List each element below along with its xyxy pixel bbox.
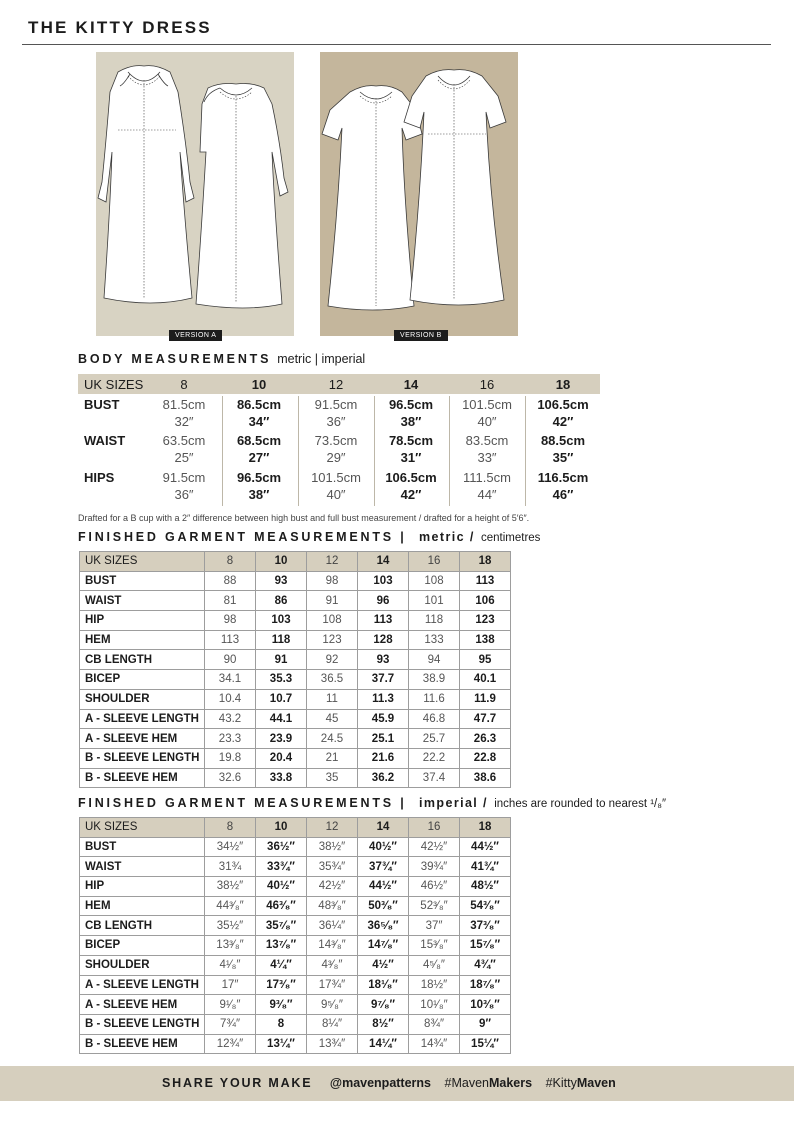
page-title: THE KITTY DRESS <box>28 18 212 37</box>
measurement-value: 44³⁄₈″ <box>205 896 256 916</box>
table-header-row <box>80 552 511 572</box>
body-imperial-value: 31″ <box>400 450 422 465</box>
measurement-value: 35⁷⁄₈″ <box>256 916 307 936</box>
measurement-value: 8½″ <box>358 1014 409 1034</box>
measurement-value: 10.7 <box>256 689 307 709</box>
measurement-value: 22.8 <box>460 748 511 768</box>
table-row <box>80 975 511 995</box>
body-imperial-value: 40″ <box>326 487 346 502</box>
table-row <box>80 748 511 768</box>
measurement-value: 43.2 <box>205 709 256 729</box>
body-row-label: WAIST <box>84 433 126 448</box>
table-row <box>80 1034 511 1054</box>
measurement-value: 113 <box>358 611 409 631</box>
version-a-label: VERSION A <box>169 330 222 341</box>
measurement-value: 123 <box>460 611 511 631</box>
body-imperial-value: 44″ <box>477 487 497 502</box>
table-row <box>80 611 511 631</box>
measurement-value: 86 <box>256 591 307 611</box>
body-imperial-value: 27″ <box>248 450 270 465</box>
size-header-cell: 10 <box>256 552 307 572</box>
measurement-value: 10¹⁄₈″ <box>409 995 460 1015</box>
body-imperial-value: 35″ <box>552 450 574 465</box>
measurement-value: 44.1 <box>256 709 307 729</box>
size-header-cell: 10 <box>256 818 307 838</box>
body-row-label: HIPS <box>84 470 115 485</box>
measurement-value: 36¼″ <box>307 916 358 936</box>
size-header-cell: 14 <box>358 552 409 572</box>
measurement-value: 9⁷⁄₈″ <box>358 995 409 1015</box>
measurement-label: HIP <box>80 877 205 897</box>
body-imperial-value: 46″ <box>552 487 574 502</box>
measurement-value: 96 <box>358 591 409 611</box>
measurement-label: B - SLEEVE HEM <box>80 1034 205 1054</box>
measurement-value: 26.3 <box>460 729 511 749</box>
table-row <box>80 936 511 956</box>
measurement-value: 7¾″ <box>205 1014 256 1034</box>
body-measurements-title: BODY MEASUREMENTS <box>78 352 272 366</box>
measurement-value: 36.2 <box>358 768 409 788</box>
measurement-label: BICEP <box>80 936 205 956</box>
hashtag-kitty-maven-prefix: #Kitty <box>545 1076 577 1090</box>
body-metric-value: 111.5cm <box>463 470 511 485</box>
measurement-value: 123 <box>307 630 358 650</box>
metric-title: FINISHED GARMENT MEASUREMENTS | <box>78 530 407 544</box>
measurement-value: 4¼″ <box>256 955 307 975</box>
measurement-value: 93 <box>256 571 307 591</box>
measurement-value: 106 <box>460 591 511 611</box>
measurement-value: 9⁵⁄₈″ <box>307 995 358 1015</box>
measurement-value: 8¼″ <box>307 1014 358 1034</box>
measurement-value: 36.5 <box>307 670 358 690</box>
measurement-value: 45.9 <box>358 709 409 729</box>
measurement-value: 22.2 <box>409 748 460 768</box>
measurement-value: 25.1 <box>358 729 409 749</box>
body-metric-value: 96.5cm <box>236 470 282 485</box>
measurement-value: 13¼″ <box>256 1034 307 1054</box>
measurement-value: 20.4 <box>256 748 307 768</box>
measurement-value: 42½″ <box>409 837 460 857</box>
metric-heading <box>78 530 540 544</box>
body-metric-value: 101.5cm <box>462 397 512 412</box>
measurement-value: 11 <box>307 689 358 709</box>
measurement-value: 101 <box>409 591 460 611</box>
table-row <box>80 591 511 611</box>
measurement-value: 4½″ <box>358 955 409 975</box>
measurement-value: 33¾″ <box>256 857 307 877</box>
measurement-value: 48³⁄₈″ <box>307 896 358 916</box>
measurement-value: 118 <box>409 611 460 631</box>
body-size-label: UK SIZES <box>84 377 144 392</box>
measurement-value: 11.9 <box>460 689 511 709</box>
measurement-value: 44½″ <box>460 837 511 857</box>
measurement-value: 11.6 <box>409 689 460 709</box>
measurement-value: 4¹⁄₈″ <box>205 955 256 975</box>
body-metric-value: 86.5cm <box>236 397 282 412</box>
measurement-value: 113 <box>460 571 511 591</box>
measurement-value: 13¾″ <box>307 1034 358 1054</box>
body-size-header: 8 <box>180 377 188 392</box>
table-row <box>80 857 511 877</box>
measurement-value: 24.5 <box>307 729 358 749</box>
measurement-value: 9³⁄₈″ <box>256 995 307 1015</box>
measurement-value: 8¾″ <box>409 1014 460 1034</box>
size-header-cell: 14 <box>358 818 409 838</box>
measurement-value: 133 <box>409 630 460 650</box>
imperial-measurements-table <box>79 817 511 1054</box>
measurement-value: 52³⁄₈″ <box>409 896 460 916</box>
measurement-label: WAIST <box>80 591 205 611</box>
measurement-value: 103 <box>358 571 409 591</box>
body-imperial-value: 33″ <box>477 450 497 465</box>
metric-sub-bold: metric / <box>419 530 475 544</box>
imperial-heading <box>78 796 666 810</box>
hashtag-maven-makers-prefix: #Maven <box>444 1076 489 1090</box>
measurement-value: 46½″ <box>409 877 460 897</box>
body-measurements-units: metric | imperial <box>277 352 366 366</box>
measurement-label: SHOULDER <box>80 955 205 975</box>
measurement-value: 81 <box>205 591 256 611</box>
hashtag-kitty-maven[interactable] <box>546 1076 616 1090</box>
body-metric-value: 101.5cm <box>311 470 361 485</box>
measurement-value: 19.8 <box>205 748 256 768</box>
body-imperial-value: 29″ <box>326 450 346 465</box>
body-imperial-value: 38″ <box>248 487 270 502</box>
size-label: UK SIZES <box>80 552 205 572</box>
measurement-value: 12¾″ <box>205 1034 256 1054</box>
measurement-value: 15¼″ <box>460 1034 511 1054</box>
body-metric-value: 63.5cm <box>162 433 206 448</box>
body-imperial-value: 32″ <box>174 414 194 429</box>
measurement-value: 128 <box>358 630 409 650</box>
body-imperial-value: 25″ <box>174 450 194 465</box>
measurement-value: 38.9 <box>409 670 460 690</box>
measurement-value: 50³⁄₈″ <box>358 896 409 916</box>
measurement-label: SHOULDER <box>80 689 205 709</box>
body-metric-value: 78.5cm <box>388 433 434 448</box>
body-size-header: 18 <box>555 377 571 392</box>
measurement-value: 14³⁄₈″ <box>307 936 358 956</box>
measurement-value: 95 <box>460 650 511 670</box>
measurement-value: 23.9 <box>256 729 307 749</box>
body-imperial-value: 42″ <box>400 487 422 502</box>
body-metric-value: 83.5cm <box>465 433 509 448</box>
measurement-value: 41¾″ <box>460 857 511 877</box>
dress-drawing-b-icon <box>320 52 518 336</box>
table-row <box>80 689 511 709</box>
size-header-cell: 8 <box>205 552 256 572</box>
measurement-value: 45 <box>307 709 358 729</box>
measurement-value: 4¾″ <box>460 955 511 975</box>
measurement-label: A - SLEEVE HEM <box>80 995 205 1015</box>
body-metric-value: 106.5cm <box>537 397 589 412</box>
body-metric-value: 91.5cm <box>314 397 358 412</box>
body-size-header: 10 <box>251 377 267 392</box>
table-row <box>80 995 511 1015</box>
table-row <box>80 916 511 936</box>
measurement-value: 17¾″ <box>307 975 358 995</box>
table-row <box>80 896 511 916</box>
measurement-value: 46.8 <box>409 709 460 729</box>
measurement-value: 92 <box>307 650 358 670</box>
measurement-value: 91 <box>256 650 307 670</box>
metric-measurements-table <box>79 551 511 788</box>
measurement-label: BUST <box>80 571 205 591</box>
measurement-value: 93 <box>358 650 409 670</box>
measurement-value: 35½″ <box>205 916 256 936</box>
measurement-value: 108 <box>409 571 460 591</box>
size-header-cell: 8 <box>205 818 256 838</box>
table-row <box>80 1014 511 1034</box>
measurement-value: 37.4 <box>409 768 460 788</box>
measurement-value: 42½″ <box>307 877 358 897</box>
measurement-value: 40½″ <box>256 877 307 897</box>
measurement-value: 17″ <box>205 975 256 995</box>
measurement-value: 15⁷⁄₈″ <box>460 936 511 956</box>
body-metric-value: 81.5cm <box>162 397 206 412</box>
measurement-value: 35.3 <box>256 670 307 690</box>
measurement-value: 9″ <box>460 1014 511 1034</box>
dress-drawing-a-icon <box>96 52 294 336</box>
measurement-value: 10³⁄₈″ <box>460 995 511 1015</box>
measurement-value: 108 <box>307 611 358 631</box>
size-header-cell: 18 <box>460 552 511 572</box>
instagram-handle-link[interactable]: @mavenpatterns <box>329 1076 432 1090</box>
measurement-value: 35 <box>307 768 358 788</box>
measurement-value: 25.7 <box>409 729 460 749</box>
size-header-cell: 12 <box>307 818 358 838</box>
measurement-label: HEM <box>80 630 205 650</box>
measurement-value: 31¾ <box>205 857 256 877</box>
body-metric-value: 96.5cm <box>388 397 434 412</box>
measurement-value: 40½″ <box>358 837 409 857</box>
measurement-value: 18¹⁄₈″ <box>358 975 409 995</box>
measurement-value: 103 <box>256 611 307 631</box>
body-row-label: BUST <box>84 397 120 412</box>
measurement-value: 34.1 <box>205 670 256 690</box>
measurement-value: 13⁷⁄₈″ <box>256 936 307 956</box>
body-imperial-value: 40″ <box>477 414 497 429</box>
measurement-value: 13³⁄₈″ <box>205 936 256 956</box>
size-header-cell: 16 <box>409 552 460 572</box>
measurement-value: 98 <box>205 611 256 631</box>
body-imperial-value: 34″ <box>248 414 270 429</box>
measurement-value: 38½″ <box>205 877 256 897</box>
measurement-value: 88 <box>205 571 256 591</box>
measurement-value: 14⁷⁄₈″ <box>358 936 409 956</box>
measurement-value: 10.4 <box>205 689 256 709</box>
measurement-label: B - SLEEVE LENGTH <box>80 748 205 768</box>
measurement-value: 46³⁄₈″ <box>256 896 307 916</box>
body-metric-value: 88.5cm <box>540 433 586 448</box>
body-imperial-value: 38″ <box>400 414 422 429</box>
hashtag-kitty-maven-suffix: Maven <box>576 1076 616 1090</box>
body-metric-value: 73.5cm <box>314 433 358 448</box>
body-metric-value: 91.5cm <box>162 470 206 485</box>
measurement-label: HIP <box>80 611 205 631</box>
measurement-label: A - SLEEVE LENGTH <box>80 709 205 729</box>
body-imperial-value: 42″ <box>552 414 574 429</box>
measurement-value: 36½″ <box>256 837 307 857</box>
measurement-value: 11.3 <box>358 689 409 709</box>
measurement-value: 40.1 <box>460 670 511 690</box>
measurement-value: 32.6 <box>205 768 256 788</box>
measurement-value: 37″ <box>409 916 460 936</box>
size-header-cell: 16 <box>409 818 460 838</box>
measurement-label: A - SLEEVE LENGTH <box>80 975 205 995</box>
measurement-value: 98 <box>307 571 358 591</box>
measurement-label: HEM <box>80 896 205 916</box>
hashtag-maven-makers-suffix: Makers <box>488 1076 533 1090</box>
measurement-label: WAIST <box>80 857 205 877</box>
table-row <box>80 650 511 670</box>
body-size-header: 16 <box>479 377 495 392</box>
size-header-cell: 18 <box>460 818 511 838</box>
measurement-value: 18⁷⁄₈″ <box>460 975 511 995</box>
measurement-value: 21 <box>307 748 358 768</box>
measurement-label: CB LENGTH <box>80 916 205 936</box>
measurement-value: 37³⁄₈″ <box>460 916 511 936</box>
measurement-value: 18½″ <box>409 975 460 995</box>
measurement-value: 44½″ <box>358 877 409 897</box>
measurement-label: BUST <box>80 837 205 857</box>
table-row <box>80 630 511 650</box>
measurement-value: 15³⁄₈″ <box>409 936 460 956</box>
measurement-value: 113 <box>205 630 256 650</box>
footer-content <box>162 1076 626 1090</box>
measurement-value: 33.8 <box>256 768 307 788</box>
measurement-value: 14¼″ <box>358 1034 409 1054</box>
measurement-value: 48½″ <box>460 877 511 897</box>
body-metric-value: 106.5cm <box>385 470 437 485</box>
hashtag-maven-makers[interactable] <box>445 1076 533 1090</box>
title-divider <box>22 44 771 45</box>
table-row <box>80 955 511 975</box>
measurement-value: 34½″ <box>205 837 256 857</box>
metric-sub-light: centimetres <box>481 532 541 544</box>
body-imperial-value: 36″ <box>326 414 346 429</box>
body-metric-value: 68.5cm <box>236 433 282 448</box>
size-header-cell: 12 <box>307 552 358 572</box>
measurement-value: 21.6 <box>358 748 409 768</box>
measurement-label: B - SLEEVE HEM <box>80 768 205 788</box>
measurement-value: 90 <box>205 650 256 670</box>
measurement-value: 39¾″ <box>409 857 460 877</box>
measurement-value: 14¾″ <box>409 1034 460 1054</box>
body-size-header: 12 <box>328 377 344 392</box>
measurement-label: BICEP <box>80 670 205 690</box>
measurement-value: 54³⁄₈″ <box>460 896 511 916</box>
measurement-value: 38.6 <box>460 768 511 788</box>
share-your-make: SHARE YOUR MAKE <box>162 1076 313 1090</box>
measurement-value: 8 <box>256 1014 307 1034</box>
size-label: UK SIZES <box>80 818 205 838</box>
measurement-value: 4⁵⁄₈″ <box>409 955 460 975</box>
table-header-row <box>80 818 511 838</box>
drafting-note: Drafted for a B cup with a 2″ difference between high bust and full bust measurement / drafted for a height of 5′6″. <box>78 513 530 523</box>
body-metric-value: 116.5cm <box>537 470 589 485</box>
measurement-value: 23.3 <box>205 729 256 749</box>
measurement-value: 36⁵⁄₈″ <box>358 916 409 936</box>
body-size-header: 14 <box>403 377 419 392</box>
measurement-value: 35¾″ <box>307 857 358 877</box>
measurement-value: 38½″ <box>307 837 358 857</box>
measurement-label: B - SLEEVE LENGTH <box>80 1014 205 1034</box>
table-row <box>80 768 511 788</box>
measurement-value: 17³⁄₈″ <box>256 975 307 995</box>
measurement-label: A - SLEEVE HEM <box>80 729 205 749</box>
measurement-value: 91 <box>307 591 358 611</box>
body-measurements-heading <box>78 352 365 366</box>
version-a-illustration <box>96 52 294 336</box>
table-row <box>80 877 511 897</box>
version-b-label: VERSION B <box>394 330 448 341</box>
measurement-value: 118 <box>256 630 307 650</box>
imperial-title: FINISHED GARMENT MEASUREMENTS | <box>78 796 407 810</box>
imperial-sub-bold: imperial / <box>419 796 488 810</box>
measurement-value: 94 <box>409 650 460 670</box>
measurement-value: 138 <box>460 630 511 650</box>
measurement-label: CB LENGTH <box>80 650 205 670</box>
table-row <box>80 571 511 591</box>
body-imperial-value: 36″ <box>174 487 194 502</box>
measurement-value: 4³⁄₈″ <box>307 955 358 975</box>
imperial-sub-light: inches are rounded to nearest ¹/₈″ <box>494 798 667 810</box>
measurement-value: 37¾″ <box>358 857 409 877</box>
measurement-value: 9¹⁄₈″ <box>205 995 256 1015</box>
measurement-value: 47.7 <box>460 709 511 729</box>
measurement-value: 37.7 <box>358 670 409 690</box>
table-row <box>80 837 511 857</box>
table-row <box>80 729 511 749</box>
version-b-illustration <box>320 52 518 336</box>
table-row <box>80 670 511 690</box>
table-row <box>80 709 511 729</box>
